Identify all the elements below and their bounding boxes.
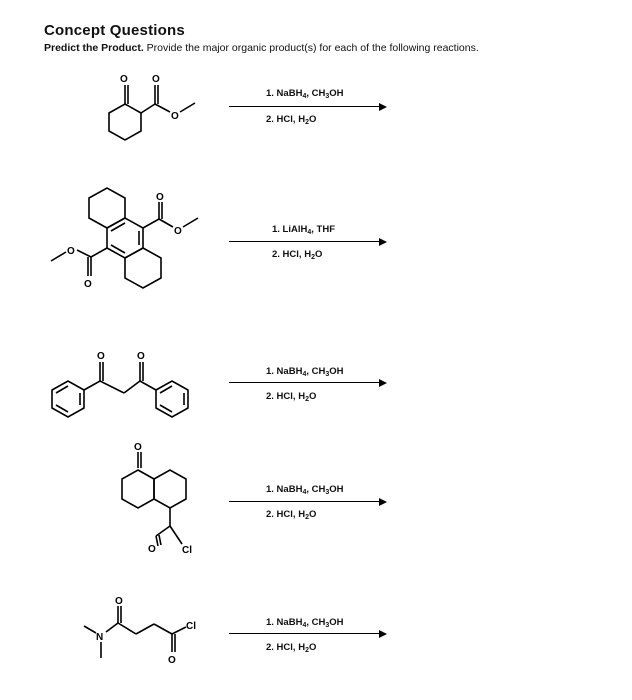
- svg-text:O: O: [84, 279, 92, 290]
- subtitle-bold: Predict the Product.: [44, 42, 144, 54]
- svg-text:O: O: [168, 655, 176, 666]
- svg-text:O: O: [152, 74, 160, 85]
- molecule-4: [110, 444, 210, 564]
- svg-text:O: O: [115, 596, 123, 607]
- conditions-2-step1: 1. LiAlH$_4$, THF: [272, 224, 336, 236]
- svg-text:O: O: [137, 351, 145, 362]
- conditions-3-step2: 2. HCl, $H_2O$: [266, 391, 317, 403]
- svg-text:O: O: [97, 351, 105, 362]
- reaction-arrow-2: [229, 241, 385, 242]
- subtitle-rest: Provide the major organic product(s) for each of the following reactions.: [143, 42, 479, 54]
- page-title: Concept Questions: [44, 22, 185, 39]
- conditions-1-step2: 2. HCl, $H_2O$: [266, 114, 317, 126]
- reaction-arrow-1: [229, 106, 385, 107]
- svg-text:O: O: [148, 544, 156, 555]
- conditions-3-step1: 1. NaBH$_4$, $CH_3OH$: [266, 366, 344, 378]
- conditions-5-step2: 2. HCl, $H_2O$: [266, 642, 317, 654]
- conditions-4-step2: 2. HCl, $H_2O$: [266, 509, 317, 521]
- molecule-3: [44, 345, 219, 420]
- molecule-1: [95, 68, 215, 148]
- molecule-2: [45, 188, 215, 303]
- molecule-5: [80, 596, 220, 671]
- svg-text:Cl: Cl: [186, 621, 196, 632]
- svg-text:N: N: [96, 632, 104, 643]
- reaction-arrow-3: [229, 382, 385, 383]
- svg-text:Cl: Cl: [182, 545, 192, 556]
- page-subtitle: [44, 42, 479, 54]
- svg-text:O: O: [134, 442, 142, 453]
- svg-text:O: O: [171, 111, 179, 122]
- svg-text:O: O: [174, 226, 182, 237]
- conditions-5-step1: 1. NaBH$_4$, $CH_3OH$: [266, 617, 344, 629]
- svg-text:O: O: [120, 74, 128, 85]
- svg-text:O: O: [156, 192, 164, 203]
- conditions-2-step2: 2. HCl, $H_2O$: [272, 249, 323, 261]
- reaction-arrow-5: [229, 633, 385, 634]
- reaction-arrow-4: [229, 501, 385, 502]
- svg-text:O: O: [67, 246, 75, 257]
- conditions-1-step1: 1. NaBH$_4$, $CH_3OH$: [266, 88, 344, 100]
- conditions-4-step1: 1. NaBH$_4$, $CH_3OH$: [266, 484, 344, 496]
